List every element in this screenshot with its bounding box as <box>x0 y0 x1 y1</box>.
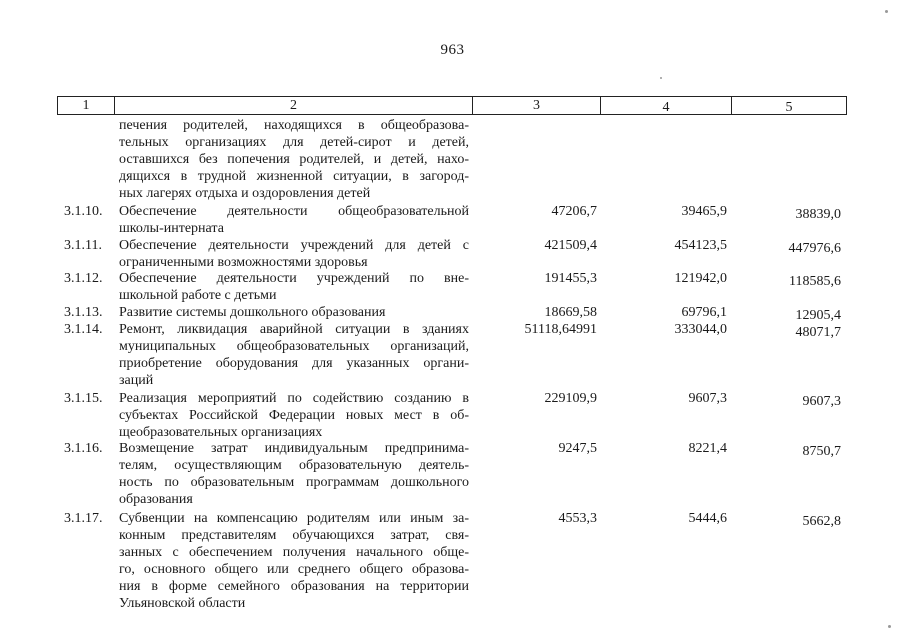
row-description <box>119 440 469 508</box>
description-line: ность по образовательным программам дошкольного <box>119 475 469 490</box>
row-value-col3: 51118,64991 <box>524 322 597 337</box>
row-code: 3.1.11. <box>64 238 102 253</box>
row-code: 3.1.13. <box>64 305 103 320</box>
row-value-col3: 421509,4 <box>544 238 597 253</box>
description-line: Обеспечение деятельности учреждений для детей с <box>119 238 469 253</box>
row-value-col4: 9607,3 <box>688 391 727 406</box>
description-line: приобретение оборудования для указанных органи- <box>119 356 469 371</box>
description-line: тельных организациях для детей-сирот и детей, <box>119 135 469 150</box>
description-line: дящихся в трудной жизненной ситуации, в загород- <box>119 169 469 184</box>
row-value-col5: 447976,6 <box>788 241 841 256</box>
row-description <box>119 203 469 237</box>
row-value-col5: 118585,6 <box>789 274 841 289</box>
header-col-2: 2 <box>115 97 473 114</box>
scan-speck <box>888 625 891 628</box>
row-value-col3: 4553,3 <box>558 511 597 526</box>
row-value-col4: 39465,9 <box>681 204 727 219</box>
description-line: ния в форме семейного образования на территории <box>119 579 469 594</box>
row-description <box>119 510 469 612</box>
row-code: 3.1.15. <box>64 391 103 406</box>
description-line: Развитие системы дошкольного образования <box>119 305 386 320</box>
row-code: 3.1.14. <box>64 322 103 337</box>
description-line: щеобразовательных организациях <box>119 425 323 440</box>
description-line: школы-интерната <box>119 221 224 236</box>
continuation-description <box>119 117 469 202</box>
row-value-col5: 9607,3 <box>802 394 841 409</box>
description-line: Ульяновской области <box>119 596 246 611</box>
header-col-5: 5 <box>785 100 793 115</box>
row-value-col3: 229109,9 <box>544 391 597 406</box>
row-value-col4: 333044,0 <box>674 322 727 337</box>
description-line: школьной работе с детьми <box>119 288 277 303</box>
header-col-1: 1 <box>58 97 115 114</box>
description-line: оставшихся без попечения родителей, и детей, нахо- <box>119 152 469 167</box>
row-value-col5: 12905,4 <box>795 308 841 323</box>
description-line: Обеспечение деятельности общеобразовательной <box>119 204 469 219</box>
header-col-3: 3 <box>473 97 601 114</box>
row-code: 3.1.12. <box>64 271 103 286</box>
row-value-col4: 8221,4 <box>688 441 727 456</box>
row-description <box>119 390 469 441</box>
row-description <box>119 237 469 271</box>
row-value-col4: 454123,5 <box>674 238 727 253</box>
description-line: печения родителей, находящихся в общеобразова- <box>119 118 469 133</box>
table-header-row <box>57 96 847 115</box>
row-value-col5: 38839,0 <box>795 207 841 222</box>
row-description <box>119 321 469 389</box>
description-line: ограниченными возможностями здоровья <box>119 255 368 270</box>
description-line: образования <box>119 492 193 507</box>
row-value-col4: 121942,0 <box>674 271 727 286</box>
row-value-col3: 9247,5 <box>558 441 597 456</box>
description-line: ных лагерях отдыха и оздоровления детей <box>119 186 371 201</box>
row-value-col4: 5444,6 <box>688 511 727 526</box>
page-number: 963 <box>440 42 465 58</box>
description-line: заций <box>119 373 154 388</box>
description-line: занных с обеспечением получения начального обще- <box>119 545 469 560</box>
scan-speck <box>885 10 888 13</box>
description-line: телям, осуществляющим образовательную деятель- <box>119 458 469 473</box>
row-description <box>119 304 469 321</box>
row-value-col3: 47206,7 <box>551 204 597 219</box>
description-line: Ремонт, ликвидация аварийной ситуации в зданиях <box>119 322 469 337</box>
row-value-col4: 69796,1 <box>681 305 727 320</box>
row-code: 3.1.10. <box>64 204 103 219</box>
description-line: конным представителям обучающихся затрат, свя- <box>119 528 469 543</box>
description-line: Обеспечение деятельности учреждений по вне- <box>119 271 469 286</box>
scan-speck <box>660 77 662 79</box>
row-value-col5: 5662,8 <box>802 514 841 529</box>
description-line: муниципальных общеобразовательных организаций, <box>119 339 469 354</box>
description-line: Субвенции на компенсацию родителям или иным за- <box>119 511 469 526</box>
header-col-4: 4 <box>601 97 732 114</box>
row-value-col3: 18669,58 <box>544 305 597 320</box>
row-description <box>119 270 469 304</box>
row-code: 3.1.16. <box>64 441 103 456</box>
row-value-col5: 48071,7 <box>795 325 841 340</box>
description-line: го, основного общего или среднего общего образова- <box>119 562 469 577</box>
row-code: 3.1.17. <box>64 511 103 526</box>
row-value-col5: 8750,7 <box>802 444 841 459</box>
row-value-col3: 191455,3 <box>544 271 597 286</box>
description-line: субъектах Российской Федерации новых мест в об- <box>119 408 469 423</box>
description-line: Возмещение затрат индивидуальным предпринима- <box>119 441 469 456</box>
description-line: Реализация мероприятий по содействию созданию в <box>119 391 469 406</box>
